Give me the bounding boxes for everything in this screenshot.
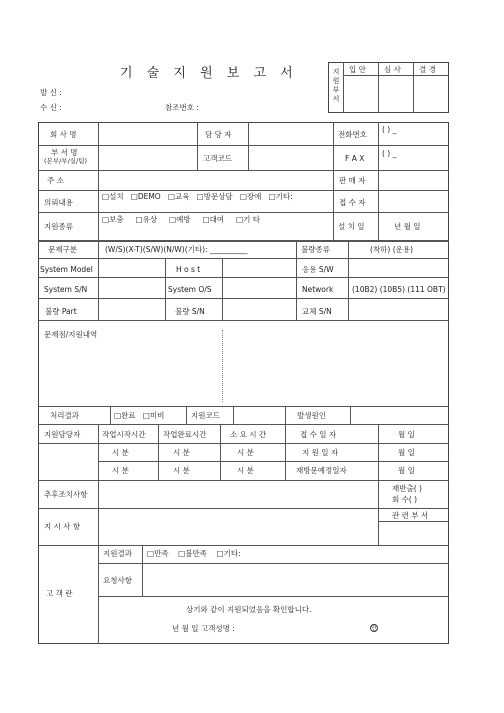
revisit-count[interactable]: 재반출( ) (392, 484, 422, 493)
revisit-date-value[interactable]: 월 일 (398, 466, 415, 475)
support-option-other[interactable]: □기 타 (236, 215, 260, 224)
followup-label: 추후조치사항 (44, 490, 88, 499)
receiver-person-label: 접 수 자 (339, 198, 366, 207)
support-date-label: 지 원 일 자 (302, 448, 339, 457)
request-option-consult[interactable]: □방문상담 (196, 192, 233, 201)
support-date-value[interactable]: 월 일 (398, 448, 415, 457)
receive-date-value[interactable]: 월 일 (398, 430, 415, 439)
defect-sn-label: 불량 S/N (175, 307, 205, 316)
support-option-paid[interactable]: □유상 (135, 215, 158, 224)
install-date-label: 설 치 일 (338, 222, 365, 231)
cause-label: 발생원인 (297, 411, 326, 420)
manager-label: 담 당 자 (205, 130, 232, 139)
schedule-header-duration: 소 요 시 간 (230, 430, 267, 439)
department-label: 부 서 명 (51, 148, 78, 157)
satisfaction-option-other[interactable]: □기타: (216, 549, 241, 558)
seller-label: 판 매 자 (339, 176, 366, 185)
schedule-header-staff: 지원담당자 (44, 430, 81, 439)
result-option-incomplete[interactable]: □미비 (142, 411, 165, 420)
install-date-value[interactable]: 년 월 일 (394, 222, 421, 231)
system-sn-label: System S/N (44, 285, 88, 294)
result-options (114, 411, 164, 420)
network-label: Network (302, 285, 334, 294)
replace-sn-label: 교체 S/N (302, 307, 332, 316)
signature-line[interactable]: 년 월 일 고객성명 : (172, 624, 235, 633)
defect-type-value[interactable]: (착하) (운용) (370, 245, 414, 254)
row1-duration[interactable]: 시 분 (237, 448, 254, 457)
description-divider (222, 330, 223, 402)
company-name-label: 회 사 명 (50, 130, 77, 139)
sender-label: 발 신 : (40, 88, 62, 97)
approval-draft: 입 안 (349, 65, 366, 74)
request-options (102, 192, 293, 201)
problem-description-label: 문제점/지원내역 (44, 330, 98, 339)
system-model-label: System Model (40, 265, 93, 274)
support-result-label: 지원결과 (103, 549, 132, 558)
seal-mark: 인 (371, 625, 377, 632)
requests-label: 요청사항 (103, 576, 132, 585)
request-option-other[interactable]: □기타: (268, 192, 293, 201)
support-code-label: 지원코드 (191, 411, 220, 420)
row2-start[interactable]: 시 분 (112, 466, 129, 475)
phone-value[interactable]: ( ) _ (382, 125, 397, 134)
satisfaction-option-satisfied[interactable]: □만족 (147, 549, 169, 558)
receiver-label: 수 신 : (40, 103, 62, 112)
support-option-supplement[interactable]: □보충 (102, 215, 124, 224)
department-sub-label: (본부/부/실/팀) (44, 157, 88, 165)
defect-type-label: 불량종류 (301, 245, 330, 254)
instruction-label: 지 시 사 항 (44, 522, 81, 531)
request-label: 의뢰내용 (44, 198, 73, 207)
fax-label: F A X (345, 154, 365, 163)
result-label: 처리결과 (50, 411, 79, 420)
host-label: H o s t (176, 265, 201, 274)
visit-count[interactable]: 회 수( ) (392, 495, 418, 504)
request-option-training[interactable]: □교육 (167, 192, 190, 201)
customer-section-label: 고 객 란 (46, 589, 73, 598)
support-option-rental[interactable]: □대여 (202, 215, 225, 224)
approval-side-label: 지원부서 (332, 68, 340, 103)
support-type-label: 지원종류 (44, 222, 73, 231)
request-option-failure[interactable]: □장애 (239, 192, 262, 201)
system-os-label: System O/S (168, 285, 212, 294)
row1-start[interactable]: 시 분 (112, 448, 129, 457)
support-options (102, 215, 260, 224)
fax-value[interactable]: ( ) _ (382, 149, 397, 158)
request-option-install[interactable]: □설치 (102, 192, 124, 201)
customer-code-label: 고객코드 (203, 154, 232, 163)
address-label: 주 소 (47, 176, 64, 185)
result-option-complete[interactable]: □완료 (114, 411, 136, 420)
schedule-header-end: 작업완료시간 (163, 430, 207, 439)
row1-end[interactable]: 시 분 (173, 448, 190, 457)
approval-review: 심 사 (384, 65, 401, 74)
reference-number-label: 참조번호 : (165, 103, 199, 112)
defect-part-label: 불량 Part (45, 307, 77, 316)
satisfaction-options (147, 549, 241, 558)
problem-class-label: 문제구분 (48, 245, 77, 254)
page-title: 기 술 지 원 보 고 서 (120, 66, 298, 81)
support-option-preventive[interactable]: □예방 (169, 215, 191, 224)
approval-decision: 결 경 (419, 65, 436, 74)
row2-end[interactable]: 시 분 (173, 466, 190, 475)
receive-date-label: 접 수 일 자 (300, 430, 337, 439)
related-dept-label: 관 련 부 서 (392, 511, 429, 520)
schedule-header-start: 작업시작시간 (102, 430, 146, 439)
app-sw-label: 응용 S/W (302, 265, 334, 274)
revisit-date-label: 재방문예정일자 (296, 466, 347, 475)
satisfaction-option-unsatisfied[interactable]: □불만족 (178, 549, 207, 558)
request-option-demo[interactable]: □DEMO (130, 192, 161, 201)
problem-class-value[interactable]: (W/S)(X-T)(S/W)(N/W)(기타): __________ (105, 245, 248, 254)
phone-label: 전화번호 (338, 130, 367, 139)
network-value[interactable]: (10B2) (10B5) (111 OBT) (352, 285, 446, 294)
row2-duration[interactable]: 시 분 (237, 466, 254, 475)
confirmation-text: 상기와 같이 지원되었음을 확인합니다. (186, 605, 312, 614)
